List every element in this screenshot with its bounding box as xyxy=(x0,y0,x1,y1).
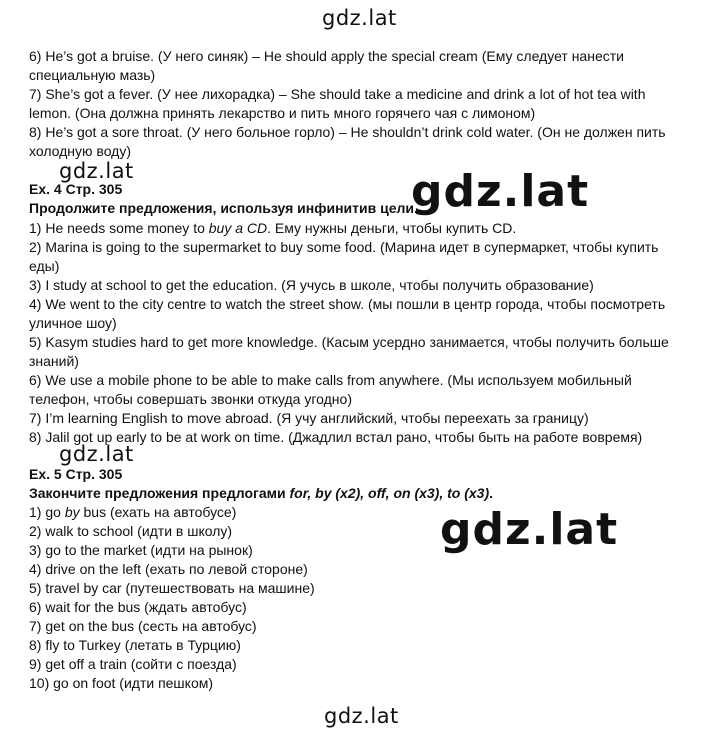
ex4-item-1-emphasis: buy a CD xyxy=(208,220,268,236)
text-line: 2) walk to school (идти в школу) xyxy=(29,523,233,539)
text-line: еды) xyxy=(29,258,60,274)
watermark-big-2: gdz.lat xyxy=(440,504,619,555)
ex4-item-1 xyxy=(29,219,708,238)
text-line: 7) She’s got a fever. (У нее лихорадка) – She should take a medicine and drink a lot of hot tea with xyxy=(29,86,646,102)
text-line: 4) drive on the left (ехать по левой стороне) xyxy=(29,561,308,577)
watermark-left-1: gdz.lat xyxy=(59,159,134,183)
ex5-task-part-a: Закончите предложения предлогами xyxy=(29,485,290,501)
watermark-big-1: gdz.lat xyxy=(411,166,590,217)
text-line: 2) Marina is going to the supermarket to buy some food. (Марина идет в супермаркет, чтобы купить xyxy=(29,239,659,255)
watermark-bottom: gdz.lat xyxy=(324,704,399,728)
ex5-item-1-part-b: bus (ехать на автобусе) xyxy=(79,504,237,520)
text-line: 3) go to the market (идти на рынок) xyxy=(29,542,253,558)
text-line: 10) go on foot (идти пешком) xyxy=(29,675,214,691)
ex4-item-1-part-a: 1) He needs some money to xyxy=(29,220,209,236)
ex5-heading: Ex. 5 Стр. 305 xyxy=(29,466,123,482)
ex4-task: Продолжите предложения, используя инфинитив цели. xyxy=(29,200,418,216)
ex4-item-1-part-b: . Ему нужны деньги, чтобы купить CD. xyxy=(267,220,517,236)
text-line: 7) I’m learning English to move abroad. (Я учу английский, чтобы переехать за границу) xyxy=(29,410,589,426)
text-line: 7) get on the bus (сесть на автобус) xyxy=(29,618,257,634)
text-line: телефон, чтобы совершать звонки откуда угодно) xyxy=(29,391,352,407)
text-line: lemon. (Она должна принять лекарство и пить много горячего чая с лимоном) xyxy=(29,105,536,121)
ex5-item-1-emphasis: by xyxy=(64,504,80,520)
text-line: 6) We use a mobile phone to be able to make calls from anywhere. (Мы используем мобильный xyxy=(29,372,632,388)
text-line: 3) I study at school to get the education. (Я учусь в школе, чтобы получить образование) xyxy=(29,277,594,293)
watermark-top: gdz.lat xyxy=(322,6,397,30)
text-line: 6) wait for the bus (ждать автобус) xyxy=(29,599,247,615)
text-line: 9) get off a train (сойти с поезда) xyxy=(29,656,237,672)
text-line: холодную воду) xyxy=(29,143,132,159)
text-line: знаний) xyxy=(29,353,79,369)
text-line: 4) We went to the city centre to watch the street show. (мы пошли в центр города, чтобы посмотреть xyxy=(29,296,666,312)
text-line: 8) He’s got a sore throat. (У него больное горло) – He shouldn’t drink cold water. (Он не должен пить xyxy=(29,124,666,140)
text-line: 8) fly to Turkey (летать в Турцию) xyxy=(29,637,241,653)
ex4-heading: Ex. 4 Стр. 305 xyxy=(29,181,123,197)
ex5-task xyxy=(29,484,708,503)
text-line: 6) He’s got a bruise. (У него синяк) – He should apply the special cream (Ему следует нанести xyxy=(29,48,624,64)
text-line: уличное шоу) xyxy=(29,315,117,331)
ex5-item-1-part-a: 1) go xyxy=(29,504,65,520)
text-line: 8) Jalil got up early to be at work on time. (Джадлил встал рано, чтобы быть на работе вовремя) xyxy=(29,429,643,445)
text-line: 5) Kasym studies hard to get more knowledge. (Касым усердно занимается, чтобы получить больше xyxy=(29,334,669,350)
text-line: специальную мазь) xyxy=(29,67,156,83)
ex5-task-emphasis: for, by (x2), off, on (x3), to (x3) xyxy=(289,485,490,501)
ex5-task-part-b: . xyxy=(489,485,494,501)
ex5-item-1 xyxy=(29,503,708,522)
watermark-left-2: gdz.lat xyxy=(59,442,134,466)
text-line: 5) travel by car (путешествовать на машине) xyxy=(29,580,315,596)
